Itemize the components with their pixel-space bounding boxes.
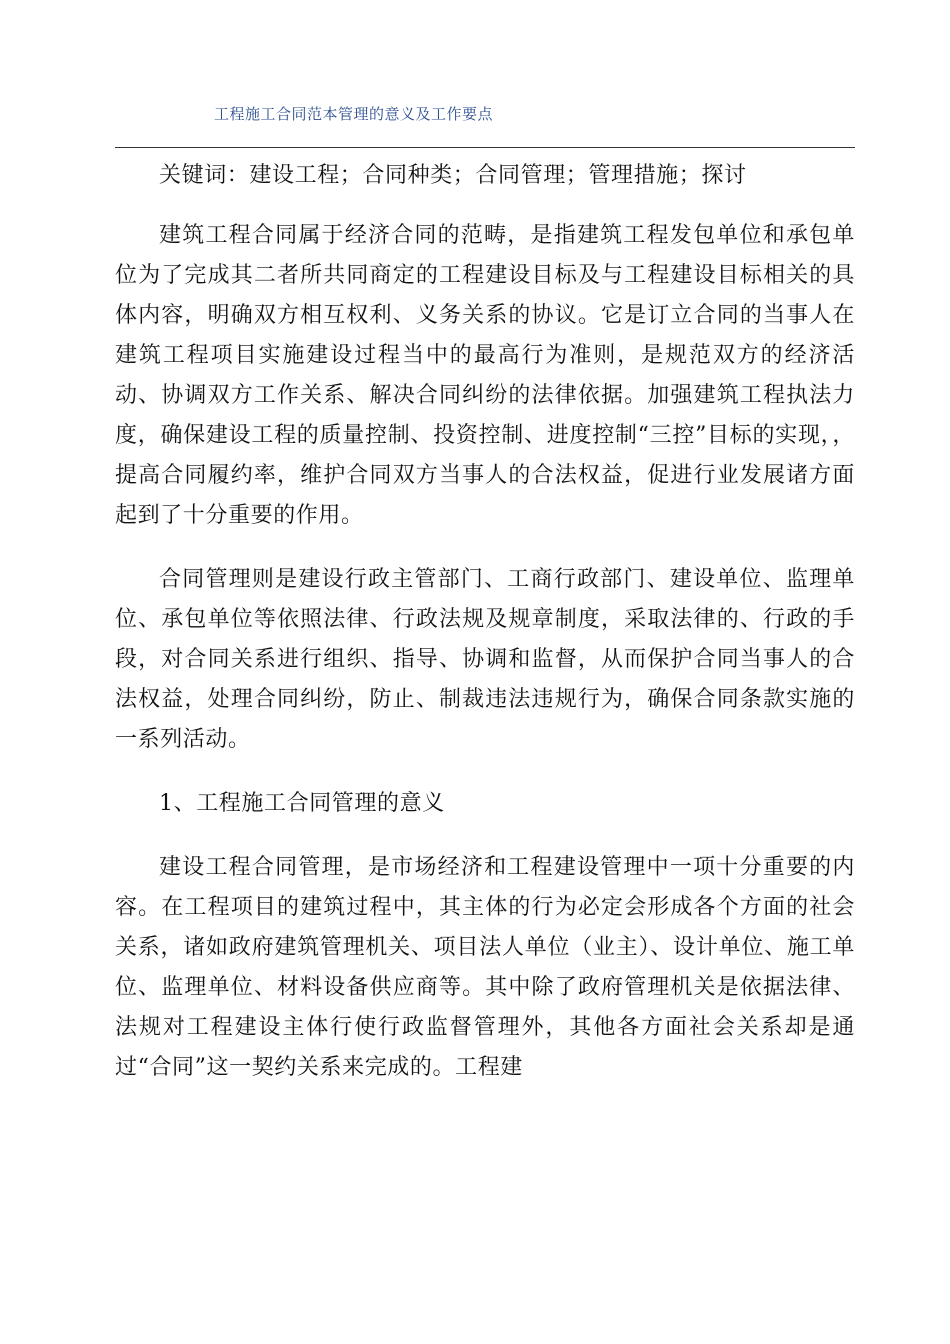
section-heading: 1、工程施工合同管理的意义 — [159, 791, 445, 816]
paragraph-contract-management: 合同管理则是建设行政主管部门、工商行政部门、建设单位、监理单位、承包单位等依照法律、行政法规及规章制度，采取法律的、行政的手段，对合同关系进行组织、指导、协调和监督，从而保护合同当事人的合法权益，处理合同纠纷，防止、制裁违法违规行为，确保合同条款实施的一系列活动。 — [115, 567, 855, 752]
keywords-line: 关键词：建设工程；合同种类；合同管理；管理措施；探讨 — [159, 163, 747, 188]
document-body — [115, 156, 855, 1112]
header-divider — [115, 147, 855, 148]
paragraph-significance: 建设工程合同管理，是市场经济和工程建设管理中一项十分重要的内容。在工程项目的建筑过程中，其主体的行为必定会形成各个方面的社会关系，诸如政府建筑管理机关、项目法人单位（业主）、设计单位、施工单位、监理单位、材料设备供应商等。其中除了政府管理机关是依据法律、法规对工程建设主体行使行政监督管理外，其他各方面社会关系却是通过“合同”这一契约关系来完成的。工程建 — [115, 855, 855, 1080]
paragraph-contract-definition: 建筑工程合同属于经济合同的范畴，是指建筑工程发包单位和承包单位为了完成其二者所共同商定的工程建设目标及与工程建设目标相关的具体内容，明确双方相互权利、义务关系的协议。它是订立合同的当事人在建筑工程项目实施建设过程当中的最高行为准则，是规范双方的经济活动、协调双方工作关系、解决合同纠纷的法律依据。加强建筑工程执法力度，确保建设工程的质量控制、投资控制、进度控制“三控”目标的实现，，提高合同履约率，维护合同双方当事人的合法权益，促进行业发展诸方面起到了十分重要的作用。 — [115, 223, 855, 528]
running-header-title: 工程施工合同范本管理的意义及工作要点 — [214, 105, 494, 123]
